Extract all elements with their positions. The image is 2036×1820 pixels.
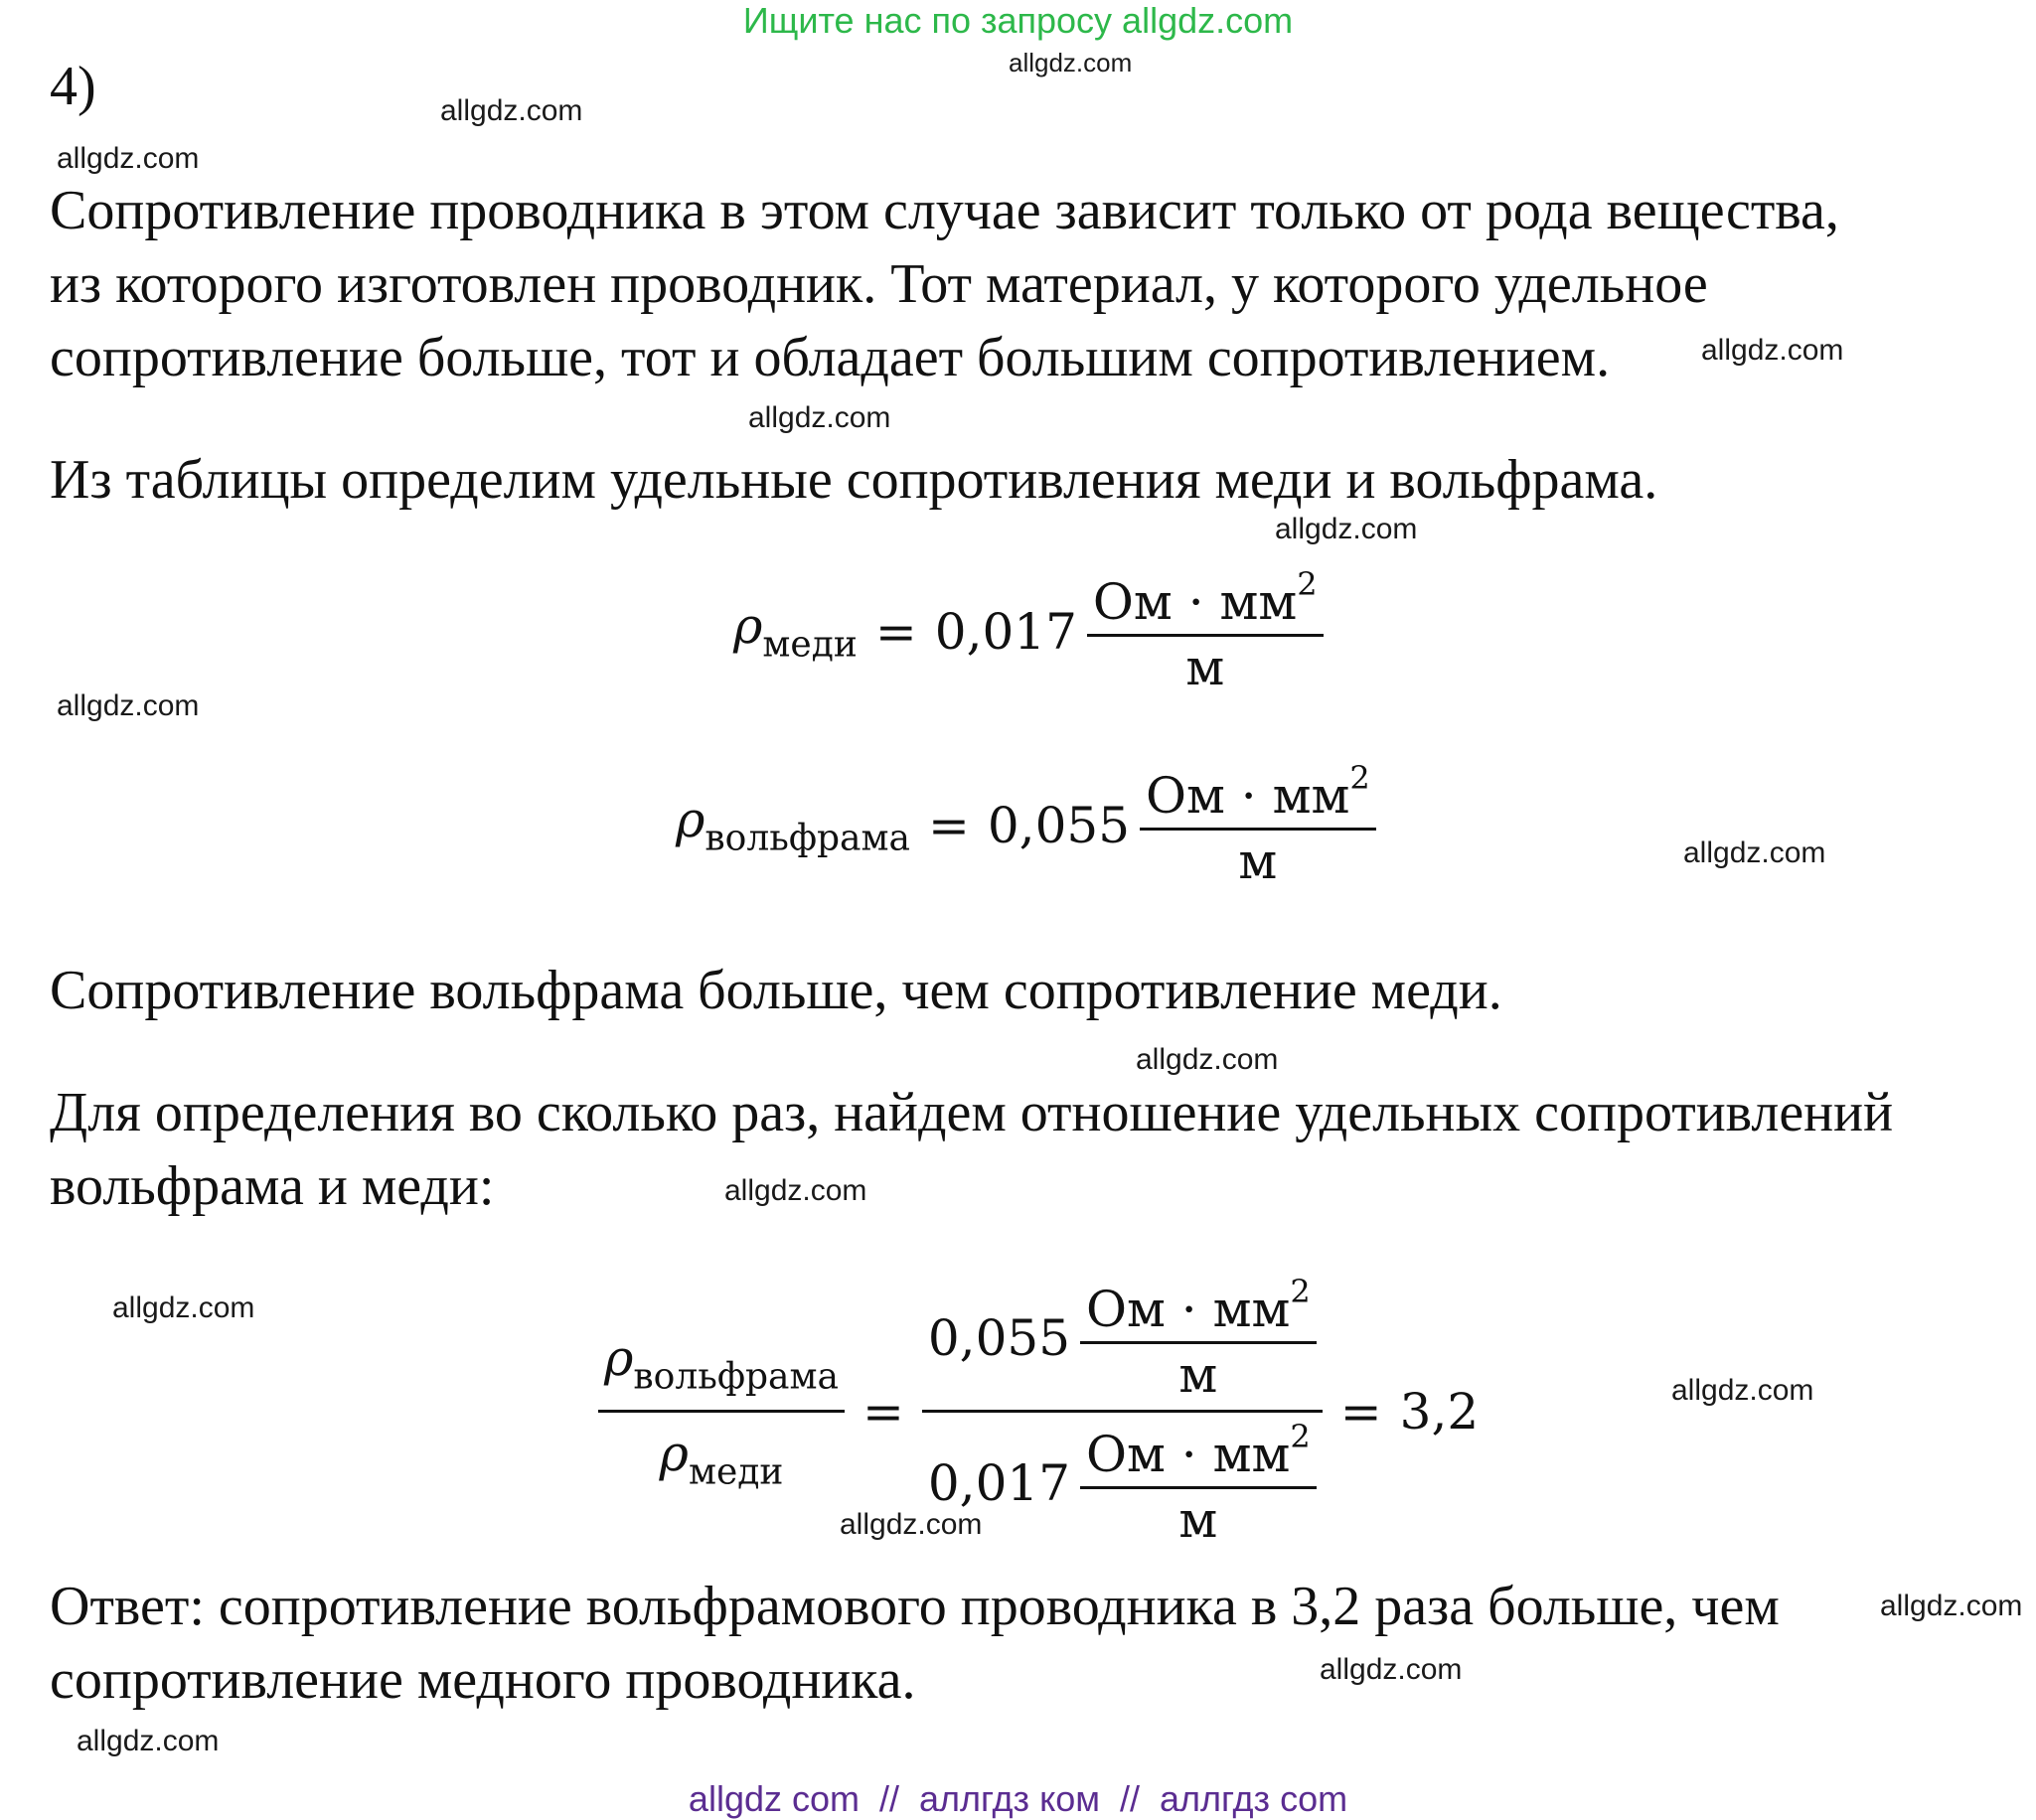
unit-denominator: м: [1178, 1490, 1218, 1549]
copper-value: 0,017: [927, 1454, 1071, 1513]
subscript-copper: меди: [762, 624, 858, 666]
watermark: allgdz.com: [440, 94, 583, 127]
paragraph-line: Сопротивление вольфрама больше, чем сопротивление меди.: [50, 960, 1502, 1021]
header-promo-link[interactable]: Ищите нас по запросу allgdz.com: [742, 0, 1294, 41]
watermark: allgdz.com: [57, 142, 200, 175]
watermark: allgdz.com: [840, 1508, 983, 1541]
answer-line: сопротивление медного проводника.: [50, 1649, 916, 1711]
footer-links[interactable]: allgdz com // аллгдз ком // аллгдз com: [688, 1778, 1348, 1819]
copper-value: 0,017: [934, 602, 1077, 661]
unit-denominator: м: [1185, 638, 1225, 696]
paragraph-line: Для определения во сколько раз, найдем отношение удельных сопротивлений: [50, 1082, 1894, 1143]
watermark: allgdz.com: [1701, 334, 1844, 367]
watermark: allgdz.com: [748, 401, 891, 434]
unit-fraction: [1080, 1417, 1317, 1551]
watermark: allgdz.com: [1009, 48, 1133, 77]
rho-symbol: ρ: [659, 1425, 689, 1482]
unit-denominator: м: [1238, 832, 1278, 890]
unit-exponent: 2: [1349, 759, 1370, 797]
rho-symbol: ρ: [604, 1329, 634, 1388]
unit-exponent: 2: [1290, 1273, 1311, 1310]
paragraph-line: Из таблицы определим удельные сопротивления меди и вольфрама.: [50, 449, 1658, 511]
unit-numerator: Ом · мм: [1092, 573, 1298, 631]
rho-symbol: ρ: [676, 791, 705, 849]
paragraph-line: Сопротивление проводника в этом случае зависит только от рода вещества,: [50, 180, 1839, 241]
paragraph-line: из которого изготовлен проводник. Тот материал, у которого удельное: [50, 253, 1708, 315]
ratio-middle-fraction: [922, 1272, 1323, 1551]
subscript-copper: меди: [688, 1451, 784, 1493]
watermark: allgdz.com: [1880, 1590, 2023, 1622]
tungsten-value: 0,055: [927, 1309, 1071, 1368]
subscript-tungsten: вольфрама: [705, 818, 910, 859]
ratio-result: 3,2: [1399, 1382, 1480, 1441]
unit-numerator: Ом · мм: [1086, 1426, 1291, 1483]
tungsten-value: 0,055: [987, 796, 1131, 854]
equals-sign: =: [861, 1382, 904, 1441]
unit-numerator: Ом · мм: [1146, 767, 1350, 825]
subscript-tungsten: вольфрама: [633, 1357, 839, 1398]
unit-numerator: Ом · мм: [1086, 1281, 1291, 1338]
equals-sign: =: [927, 796, 970, 854]
unit-fraction: [1087, 564, 1324, 698]
equals-sign: =: [874, 602, 917, 661]
equals-sign: =: [1339, 1382, 1382, 1441]
formula-tungsten-resistivity: [676, 758, 1376, 892]
unit-exponent: 2: [1290, 1418, 1311, 1455]
problem-number: 4): [50, 56, 96, 117]
watermark: allgdz.com: [1671, 1374, 1814, 1407]
rho-symbol: ρ: [733, 597, 763, 656]
paragraph-line: сопротивление больше, тот и обладает большим сопротивлением.: [50, 327, 1611, 388]
ratio-left-fraction: [598, 1327, 845, 1494]
watermark: allgdz.com: [1683, 836, 1826, 869]
watermark: allgdz.com: [1136, 1043, 1279, 1076]
formula-copper-resistivity: [733, 564, 1324, 698]
unit-fraction: [1140, 758, 1376, 892]
unit-denominator: м: [1178, 1345, 1218, 1404]
answer-line: Ответ: сопротивление вольфрамового проводника в 3,2 раза больше, чем: [50, 1576, 1780, 1637]
paragraph-line: вольфрама и меди:: [50, 1155, 495, 1217]
watermark: allgdz.com: [1275, 513, 1418, 545]
watermark: allgdz.com: [112, 1291, 255, 1324]
unit-fraction: [1080, 1272, 1317, 1406]
unit-exponent: 2: [1297, 565, 1318, 603]
formula-ratio: [598, 1272, 1479, 1551]
watermark: allgdz.com: [57, 689, 200, 722]
watermark: allgdz.com: [77, 1725, 220, 1757]
watermark: allgdz.com: [724, 1174, 867, 1207]
watermark: allgdz.com: [1320, 1653, 1463, 1686]
